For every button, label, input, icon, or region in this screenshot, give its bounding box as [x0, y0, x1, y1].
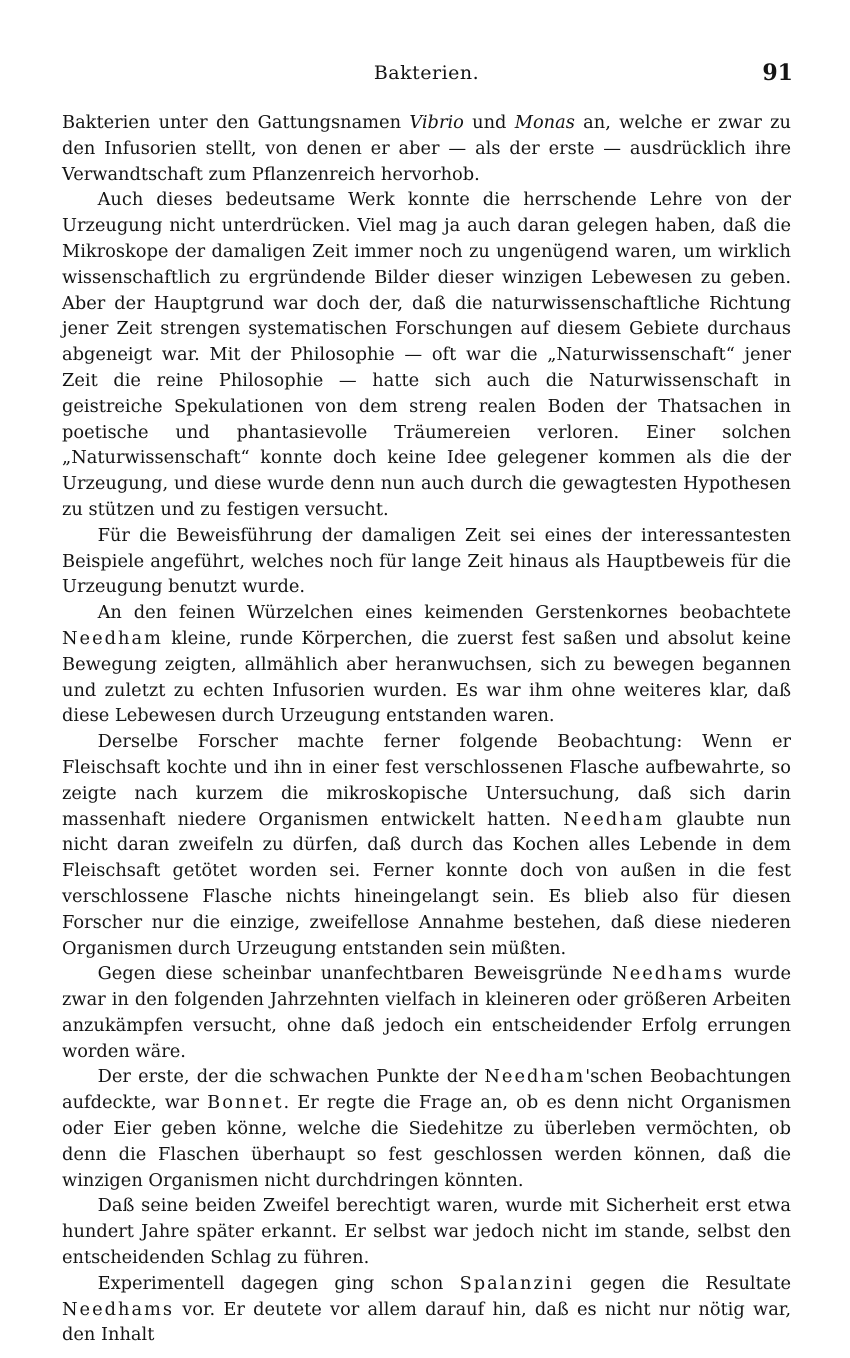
- text-run: Für die Beweisführung der damaligen Zeit sei eines der interessantesten Beispiele angeführt, welches noch für lange Zeit hinaus als Hauptbeweis für die Urzeugung benutzt wurde.: [62, 524, 791, 598]
- person-name: Bonnet: [207, 1092, 284, 1114]
- person-name: Spalanzini: [459, 1272, 574, 1294]
- paragraph: [62, 729, 791, 961]
- text-run: wurde zwar in den folgenden Jahrzehnten vielfach in kleineren oder größeren Arbeiten anzukämpfen versucht, ohne daß jedoch ein entscheidender Erfolg errungen worden wäre.: [62, 963, 791, 1062]
- text-run: Derselbe Forscher machte ferner folgende Beobachtung: Wenn er Fleischsaft kochte und ihn in einer fest verschlossenen Flasche aufbewahrte, so zeigte nach kurzem die mikroskopische Untersuchung, daß sich darin massenhaft niedere Organismen entwickelt hatten.: [62, 731, 791, 830]
- text-run: 'schen Beobachtungen aufdeckte, war: [62, 1066, 791, 1114]
- body-text: [62, 110, 791, 1348]
- paragraph: [62, 110, 791, 187]
- text-run: Der erste, der die schwachen Punkte der: [97, 1066, 485, 1088]
- text-run: und: [463, 112, 515, 133]
- text-run: Experimentell dagegen ging schon: [97, 1272, 460, 1294]
- text-run: Bakterien unter den Gattungsnamen: [62, 112, 410, 133]
- latin-genus: Vibrio: [409, 112, 464, 133]
- person-name: Needhams: [612, 963, 725, 985]
- text-run: glaubte nun nicht daran zweifeln zu dürfen, daß durch das Kochen alles Lebende in dem Fleischsaft getötet worden sei. Ferner konnte doch von außen in die fest verschlossene Flasche nichts hineingelangt sein. Es blieb also für diesen Forscher nur die einzige, zweifellose Annahme bestehen, daß diese niederen Organismen durch Urzeugung entstanden sein müßten.: [62, 808, 791, 959]
- text-run: kleine, runde Körperchen, die zuerst fest saßen und absolut keine Bewegung zeigten, allmählich aber heranwuchsen, sich zu bewegen begannen und zuletzt zu echten Infusorien wurden. Es war ihm ohne weiteres klar, daß diese Lebewesen durch Urzeugung entstanden waren.: [62, 627, 791, 727]
- person-name: Needham: [563, 808, 665, 830]
- text-run: Daß seine beiden Zweifel berechtigt waren, wurde mit Sicherheit erst etwa hundert Jahre später erkannt. Er selbst war jedoch nicht im stande, selbst den entscheidenden Schlag zu führen.: [62, 1195, 791, 1269]
- text-run: an, welche er zwar zu den Infusorien stellt, von denen er aber — als der erste — ausdrücklich ihre Verwandtschaft zum Pflanzenreich hervorhob.: [62, 112, 791, 185]
- text-run: Auch dieses bedeutsame Werk konnte die herrschende Lehre von der Urzeugung nicht unterdrücken. Viel mag ja auch daran gelegen haben, daß die Mikroskope der damaligen Zeit immer noch zu ungenügend waren, um wirklich wissenschaftlich zu ergründende Bilder dieser winzigen Lebewesen zu geben. Aber der Hauptgrund war doch der, daß die naturwissenschaftliche Richtung jener Zeit strengen systematischen Forschungen auf diesem Gebiete durchaus abgeneigt war. Mit der Philosophie — oft war die „Naturwissenschaft“ jener Zeit die reine Philosophie — hatte sich auch die Naturwissenschaft in geistreiche Spekulationen von dem streng realen Boden der Thatsachen in poetische und phantasievolle Träumereien verloren. Einer solchen „Naturwissenschaft“ konnte doch keine Idee gelegener kommen als die der Urzeugung, und diese wurde denn nun auch durch die gewagtesten Hypothesen zu stützen und zu festigen versucht.: [62, 189, 791, 520]
- page-number: 91: [762, 60, 793, 86]
- paragraph: [62, 523, 791, 600]
- text-run: An den feinen Würzelchen eines keimenden Gerstenkornes beobachtete: [97, 602, 791, 624]
- paragraph: [62, 1193, 791, 1270]
- text-run: Gegen diese scheinbar unanfechtbaren Beweisgründe: [97, 963, 613, 985]
- running-title: Bakterien.: [373, 62, 480, 84]
- text-run: gegen die Resultate: [573, 1272, 791, 1294]
- paragraph: [62, 600, 791, 729]
- running-head: [60, 60, 793, 90]
- text-run: vor. Er deutete vor allem darauf hin, daß es nicht nur nötig war, den Inhalt: [62, 1298, 791, 1346]
- paragraph: [62, 1271, 791, 1348]
- paragraph: [62, 961, 791, 1064]
- person-name: Needham: [484, 1066, 586, 1088]
- paragraph: [62, 187, 791, 522]
- paragraph: [62, 1064, 791, 1193]
- person-name: Needham: [62, 627, 163, 649]
- text-run: . Er regte die Frage an, ob es denn nicht Organismen oder Eier geben könne, welche die Siedehitze zu überleben vermöchten, ob denn die Flaschen überhaupt so fest geschlossen werden können, daß die winzigen Organismen nicht durchdringen könnten.: [62, 1092, 791, 1191]
- latin-genus: Monas: [514, 112, 575, 133]
- person-name: Needhams: [62, 1298, 175, 1320]
